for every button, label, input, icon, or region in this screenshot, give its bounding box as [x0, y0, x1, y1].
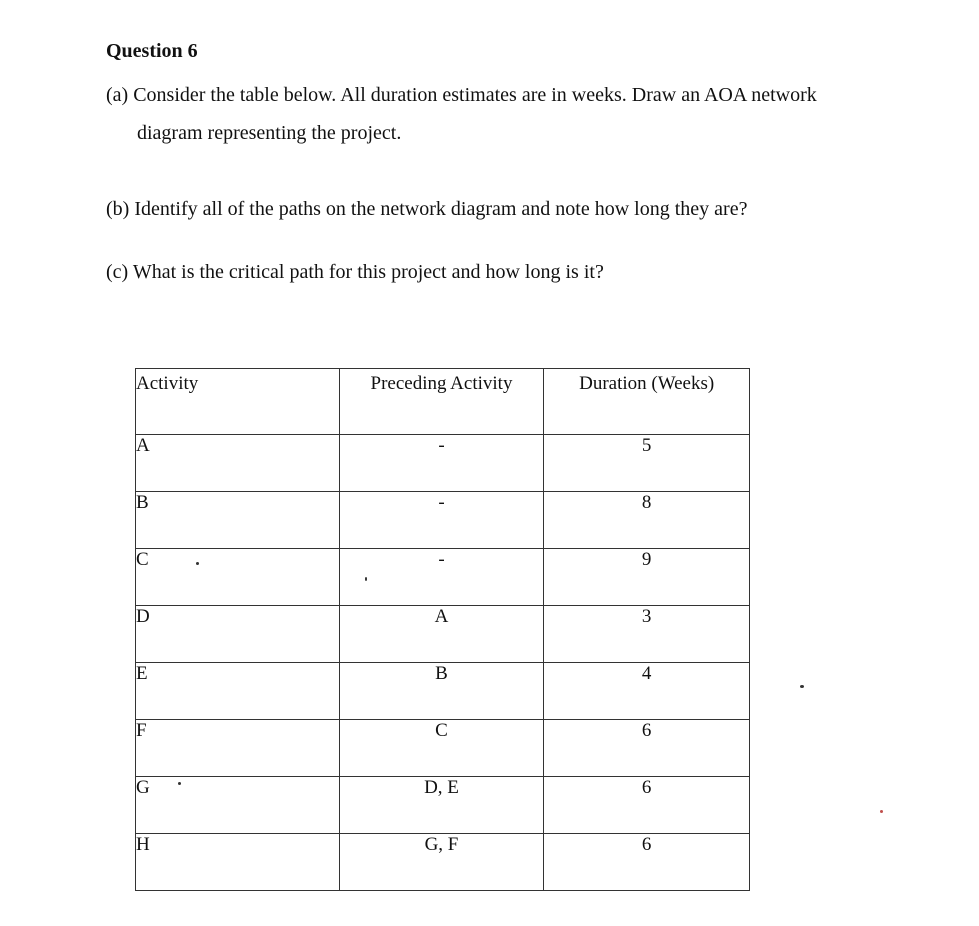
scan-speck — [196, 562, 199, 565]
header-duration: Duration (Weeks) — [544, 369, 750, 435]
scan-speck — [178, 782, 181, 785]
table-row — [136, 549, 750, 606]
cell-preceding: G, F — [339, 834, 544, 891]
cell-duration: 8 — [544, 492, 750, 549]
cell-activity: H — [136, 834, 340, 891]
cell-duration: 6 — [544, 777, 750, 834]
cell-duration: 9 — [544, 549, 750, 606]
activity-table — [135, 368, 750, 891]
part-a-line-1: (a) Consider the table below. All duration estimates are in weeks. Draw an AOA network — [106, 84, 817, 106]
table-row — [136, 720, 750, 777]
question-part-a — [106, 76, 817, 152]
cell-preceding: - — [339, 492, 544, 549]
table-row — [136, 777, 750, 834]
cell-duration: 5 — [544, 435, 750, 492]
header-preceding-activity: Preceding Activity — [339, 369, 544, 435]
scan-speck — [880, 810, 883, 813]
table-row — [136, 606, 750, 663]
cell-preceding: C — [339, 720, 544, 777]
cell-preceding: - — [339, 435, 544, 492]
scan-speck — [800, 685, 804, 688]
cell-activity: D — [136, 606, 340, 663]
cell-activity: C — [136, 549, 340, 606]
header-activity: Activity — [136, 369, 340, 435]
scan-speck — [365, 577, 367, 581]
table-header-row — [136, 369, 750, 435]
table-row — [136, 663, 750, 720]
cell-preceding: - — [339, 549, 544, 606]
cell-duration: 6 — [544, 834, 750, 891]
cell-duration: 6 — [544, 720, 750, 777]
cell-activity: E — [136, 663, 340, 720]
table-row — [136, 435, 750, 492]
cell-activity: A — [136, 435, 340, 492]
cell-activity: B — [136, 492, 340, 549]
question-title: Question 6 — [106, 40, 198, 62]
table-row — [136, 492, 750, 549]
part-a-line-2: diagram representing the project. — [137, 122, 402, 144]
question-part-b: (b) Identify all of the paths on the network diagram and note how long they are? — [106, 198, 748, 220]
question-part-c: (c) What is the critical path for this project and how long is it? — [106, 261, 604, 283]
cell-preceding: D, E — [339, 777, 544, 834]
cell-preceding: B — [339, 663, 544, 720]
cell-duration: 3 — [544, 606, 750, 663]
table-row — [136, 834, 750, 891]
cell-activity: G — [136, 777, 340, 834]
cell-preceding: A — [339, 606, 544, 663]
cell-activity: F — [136, 720, 340, 777]
cell-duration: 4 — [544, 663, 750, 720]
